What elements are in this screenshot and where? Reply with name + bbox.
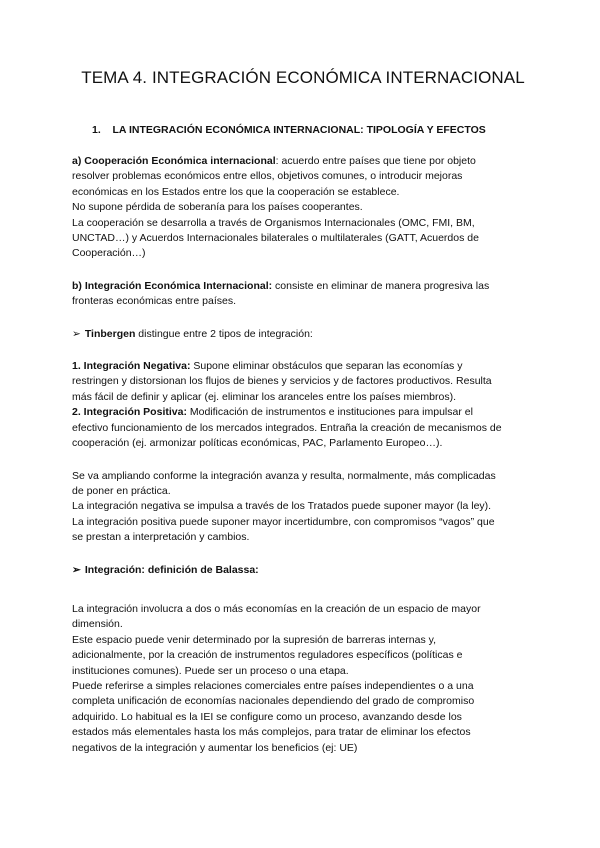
balassa-text-line: Este espacio puede venir determinado por la supresión de barreras internas y, xyxy=(72,633,437,646)
cooperation-line: Cooperación…) xyxy=(72,247,146,260)
text-span: consiste en eliminar de manera progresiva las xyxy=(272,279,490,292)
balassa-text-line: adquirido. Lo habitual es la IEI se configure como un proceso, avanzando desde los xyxy=(72,710,462,723)
comparison-line: Se va ampliando conforme la integración avanza y resulta, normalmente, más complicadas xyxy=(72,469,496,482)
section-heading-text: LA INTEGRACIÓN ECONÓMICA INTERNACIONAL: TIPOLOGÍA Y EFECTOS xyxy=(112,124,486,136)
integration-types xyxy=(72,359,534,451)
balassa-line xyxy=(72,563,534,578)
tinbergen-line xyxy=(72,327,534,342)
section-number: 1. xyxy=(92,124,101,136)
cooperation-line: resolver problemas económicos entre ellos, objetivos comunes, o introducir mejoras xyxy=(72,170,463,183)
comparison-line: de poner en práctica. xyxy=(72,484,171,497)
balassa-text-line: adicionalmente, por la creación de instrumentos reguladores específicos (políticas e xyxy=(72,649,463,662)
section-heading xyxy=(92,124,534,136)
negative-line: más fácil de definir y aplicar (ej. eliminar los aranceles entre los países miembros). xyxy=(72,390,456,403)
cooperation-line: La cooperación se desarrolla a través de Organismos Internacionales (OMC, FMI, BM, xyxy=(72,216,475,229)
document-page xyxy=(72,68,534,756)
balassa-text-line: estados más elementales hasta los más complejos, para tratar de eliminar los efectos xyxy=(72,726,471,739)
cooperation-line: económicas en los Estados entre los que la cooperación se establece. xyxy=(72,185,400,198)
integration-line: fronteras económicas entre países. xyxy=(72,295,237,308)
positive-line: cooperación (ej. armonizar políticas económicas, PAC, Parlamento Europeo…). xyxy=(72,437,443,450)
tinbergen-paragraph xyxy=(72,327,534,342)
balassa-text-line: instituciones comunes). Puede ser un proceso o una etapa. xyxy=(72,664,349,677)
cooperation-line xyxy=(72,154,534,169)
negative-line xyxy=(72,359,534,374)
text-span: : acuerdo entre países que tiene por objeto xyxy=(275,155,476,167)
negative-label: 1. Integración Negativa: xyxy=(72,360,191,373)
balassa-text-line: completa unificación de economías nacionales dependiendo del grado de compromiso xyxy=(72,695,475,708)
negative-line: restringen y distorsionan los flujos de bienes y servicios y de factores productivos. Resulta xyxy=(72,375,492,388)
text-span: Modificación de instrumentos e instituciones para impulsar el xyxy=(186,406,473,419)
positive-label: 2. Integración Positiva: xyxy=(72,406,187,419)
balassa-text-line: dimensión. xyxy=(72,618,123,631)
balassa-text-line: La integración involucra a dos o más economías en la creación de un espacio de mayor xyxy=(72,602,481,615)
tinbergen-name: Tinbergen xyxy=(84,327,136,340)
cooperation-line: No supone pérdida de soberanía para los países cooperantes. xyxy=(72,201,363,214)
balassa-text-line: Puede referirse a simples relaciones comerciales entre países independientes o a una xyxy=(72,679,474,692)
positive-line: efectivo funcionamiento de los mercados integrados. Entraña la creación de mecanismos de xyxy=(72,421,502,434)
arrow-bullet-icon: ➢ xyxy=(72,563,81,576)
comparison-line: La integración negativa se impulsa a través de los Tratados puede suponer mayor (la ley). xyxy=(72,500,492,513)
page-title: TEMA 4. INTEGRACIÓN ECONÓMICA INTERNACIONAL xyxy=(81,68,525,87)
cooperation-line: UNCTAD…) y Acuerdos Internacionales bilaterales o multilaterales (GATT, Acuerdos de xyxy=(72,232,479,245)
balassa-heading-text: Integración: definición de Balassa: xyxy=(84,563,259,576)
arrow-bullet-icon: ➢ xyxy=(72,327,81,340)
integration-label: b) Integración Económica Internacional: xyxy=(72,279,273,292)
balassa-heading xyxy=(72,563,534,578)
balassa-paragraph xyxy=(72,602,534,756)
comparison-paragraph xyxy=(72,469,534,546)
integration-paragraph xyxy=(72,279,534,310)
text-span: Supone eliminar obstáculos que separan las economías y xyxy=(190,360,463,373)
cooperation-paragraph xyxy=(72,154,534,262)
positive-line xyxy=(72,405,534,420)
comparison-line: La integración positiva puede suponer mayor incertidumbre, con compromisos “vagos” que xyxy=(72,515,495,528)
text-span: distingue entre 2 tipos de integración: xyxy=(135,327,313,340)
integration-line xyxy=(72,279,534,294)
comparison-line: se prestan a interpretación y cambios. xyxy=(72,531,250,544)
balassa-text-line: negativos de la integración y aumentar los beneficios (ej: UE) xyxy=(72,741,358,754)
cooperation-label: a) Cooperación Económica internacional xyxy=(72,155,276,167)
